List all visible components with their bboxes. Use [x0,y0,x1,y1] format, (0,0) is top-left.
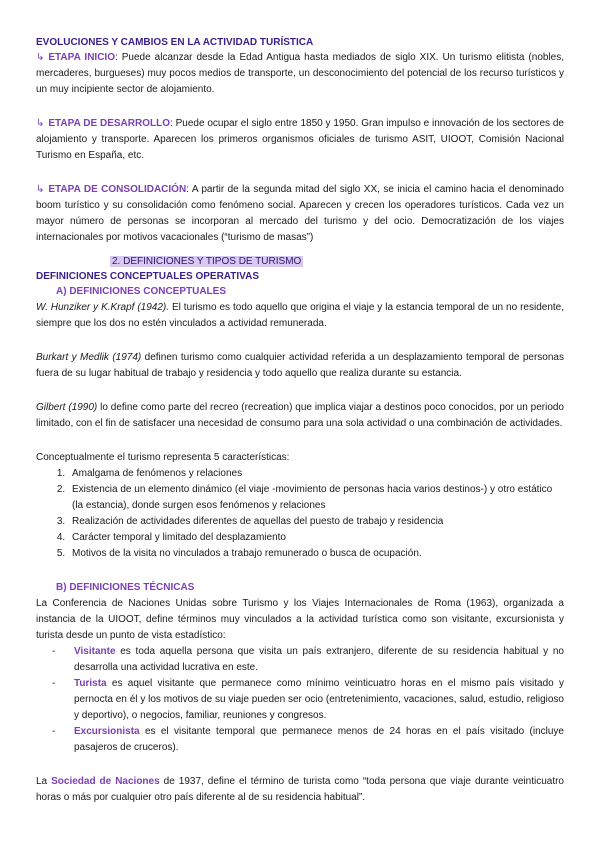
document-page [36,36,564,806]
etapa-label: ETAPA INICIO [48,52,115,63]
subheading-b: B) DEFINICIONES TÉCNICAS [56,582,195,593]
caracteristicas-intro: Conceptualmente el turismo representa 5 características: [36,452,290,463]
document-title: EVOLUCIONES Y CAMBIOS EN LA ACTIVIDAD TURÍSTICA [36,37,314,48]
definition-text: definen turismo como cualquier actividad referida a un desplazamiento temporal de personas fuera de su lugar habitual de trabajo y residencia y todo aquello que realiza durante su estancia. [36,352,564,379]
term-text: es toda aquella persona que visita un país extranjero, diferente de su residencia habitual y no desarrolla una actividad lucrativa en este. [74,646,564,673]
etapa-label: ETAPA DE CONSOLIDACIÓN [48,184,187,195]
list-item: 3. Realización de actividades diferentes de aquellas del puesto de trabajo y residencia [68,514,564,530]
list-item: 2. Existencia de un elemento dinámico (el viaje -movimiento de personas hacia varios destinos-) y otro estático (la estancia), donde surgen esos fenómenos y relaciones [68,482,564,514]
term: Excursionista [74,726,140,737]
etapa-text: : Puede ocupar el siglo entre 1850 y 1950. Gran impulso e innovación de los sectores de alojamiento y transporte. Aparecen los primeros organismos oficiales de turismo ASIT, UIOOT, Comisión Nacional Turismo en España, etc. [36,118,564,161]
organization: Sociedad de Naciones [51,776,160,787]
author: W. Hunziker y K.Krapf (1942). [36,302,170,313]
etapa-inicio [36,50,564,98]
etapa-label: ETAPA DE DESARROLLO [48,118,170,129]
definition-burkart [36,350,564,382]
list-item [52,724,564,756]
definiciones-conceptuales-title: DEFINICIONES CONCEPTUALES OPERATIVAS [36,271,259,282]
arrow-icon: ↳ [36,118,45,129]
list-item: 5. Motivos de la visita no vinculados a trabajo remunerado o busca de ocupación. [68,546,564,562]
term-text: es aquel visitante que permanece como mínimo veinticuatro horas en el mismo país visitado y pernocta en él y los motivos de su viaje pueden ser ocio (entretenimiento, vacaciones, salud, estudio, religioso y deportivo), o negocios, familiar, reuniones y congresos. [74,678,564,721]
definition-text: El turismo es todo aquello que origina el viaje y la estancia temporal de un no residente, siempre que los dos no estén vinculados a actividad remunerada. [36,302,564,329]
arrow-icon: ↳ [36,184,45,195]
terminos-list [36,644,564,756]
list-item [52,644,564,676]
etapa-consolidacion [36,182,564,246]
subheading-a: A) DEFINICIONES CONCEPTUALES [56,286,227,297]
definition-hunziker [36,300,564,332]
tecnicas-intro: La Conferencia de Naciones Unidas sobre Turismo y los Viajes Internacionales de Roma (1963), organizada a instancia de la UIOOT, define términos muy vinculados a la actividad turística como son visitante, excursionista y turista desde un punto de vista estadístico: [36,598,564,641]
author: Burkart y Medlik (1974) [36,352,142,363]
author: Gilbert (1990) [36,402,98,413]
term: Visitante [74,646,116,657]
list-item: 4. Carácter temporal y limitado del desplazamiento [68,530,564,546]
list-item [52,676,564,724]
etapa-text: : Puede alcanzar desde la Edad Antigua hasta mediados de siglo XIX. Un turismo elitista (nobles, mercaderes, burgueses) muy pocos medios de transporte, un desconocimiento del potencial de los recurso turísticos y un muy incipiente sector de alojamiento. [36,52,565,95]
term: Turista [74,678,107,689]
term-text: es el visitante temporal que permanece menos de 24 horas en el país visitado (incluye pasajeros de cruceros). [74,726,564,753]
section-2-heading: 2. DEFINICIONES Y TIPOS DE TURISMO [112,256,302,267]
list-item: 1. Amalgama de fenómenos y relaciones [68,466,564,482]
sociedad-naciones-paragraph: La Sociedad de Naciones de 1937, define el término de turista como “toda persona que viaje durante veinticuatro horas o más por cualquier otro país diferente al de su residencia habitual”. [36,776,564,803]
arrow-icon: ↳ [36,52,45,63]
caracteristicas-list [36,466,564,562]
definition-gilbert [36,400,564,432]
etapa-desarrollo [36,116,564,164]
etapa-text: : A partir de la segunda mitad del siglo XX, se inicia el camino hacia el denominado boom turístico y su consolidación como fenómeno social. Aparecen y crecen los operadores turísticos. Cada vez un mayor número de personas se incorporan al mercado del turismo y del ocio. Democratización de los viajes internacionales por motivos vacacionales (“turismo de masas”) [36,184,564,243]
definition-text: lo define como parte del recreo (recreation) que implica viajar a destinos poco conocidos, por un periodo limitado, con el fin de satisfacer una necesidad de consumo para una sola actividad o una combinación de actividades. [36,402,564,429]
